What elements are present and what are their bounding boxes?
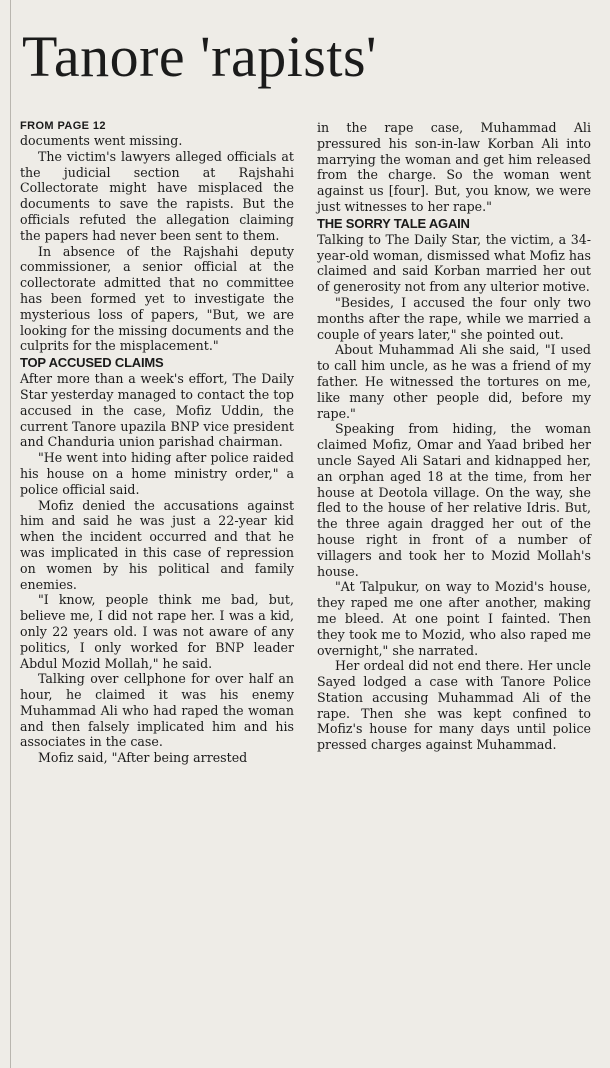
- paragraph: "He went into hiding after police raided his house on a home ministry order," a police official said.: [20, 450, 294, 497]
- paragraph: About Muhammad Ali she said, "I used to call him uncle, as he was a friend of my father. He witnessed the tortures on me, like many other people did, before my rape.": [317, 342, 591, 421]
- paragraph: documents went missing.: [20, 133, 183, 148]
- paragraph: "Besides, I accused the four only two months after the rape, while we married a couple of years later," she pointed out.: [317, 294, 591, 342]
- article-column-left: [20, 120, 294, 766]
- paragraph: Speaking from hiding, the woman claimed Mofiz, Omar and Yaad bribed her uncle Sayed Ali Satari and kidnapped her, an orphan aged 18 at the time, from her house at Deotola village. On the way, she fled to the house of her relative Idris. But, the three again dragged her out of the house right in front of a number of villagers and took her to Mozid Mollah's house.: [317, 421, 591, 579]
- paragraph: Talking to The Daily Star, the victim, a 34-year-old woman, dismissed what Mofiz has claimed and said Korban married her out of generosity not from any ulterior motive.: [317, 231, 591, 295]
- paragraph: In absence of the Rajshahi deputy commissioner, a senior official at the collectorate admitted that no committee has been formed yet to investigate the mysterious loss of papers, "But, we are looking for the missing documents and the culprits for the misplacement.": [20, 243, 294, 354]
- headline: Tanore 'rapists': [22, 24, 378, 89]
- paragraph: "I know, people think me bad, but, believe me, I did not rape her. I was a kid, only 22 years old. I was not aware of any politics, I only worked for BNP leader Abdul Mozid Mollah," he said.: [20, 592, 294, 671]
- paragraph: in the rape case, Muhammad Ali pressured his son-in-law Korban Ali into marrying the woman and get him released from the charge. So the woman went against us [four]. But, you know, we were just witnesses to her rape.": [317, 120, 591, 214]
- paragraph: "At Talpukur, on way to Mozid's house, they raped me one after another, making me bleed. At one point I fainted. Then they took me to Mozid, who also raped me overnight," she narrated.: [317, 579, 591, 658]
- paragraph: Talking over cellphone for over half an hour, he claimed it was his enemy Muhammad Ali who had raped the woman and then falsely implicated him and his associates in the case.: [20, 671, 294, 750]
- subhead: THE SORRY TALE AGAIN: [317, 215, 470, 231]
- paragraph: The victim's lawyers alleged officials at the judicial section at Rajshahi Collectorate might have misplaced the documents to save the rapists. But the officials refuted the allegation claiming the papers had never been sent to them.: [20, 148, 294, 243]
- article-column-right: [317, 120, 591, 753]
- jump-label: FROM PAGE 12: [20, 120, 106, 132]
- paragraph: Mofiz said, "After being arrested: [38, 750, 248, 766]
- paragraph: After more than a week's effort, The Daily Star yesterday managed to contact the top accused in the case, Mofiz Uddin, the current Tanore upazila BNP vice president and Chanduria union parishad chairman.: [20, 371, 294, 450]
- paragraph: Mofiz denied the accusations against him and said he was just a 22-year kid when the incident occurred and that he was implicated in this case of repression on women by his political and family enemies.: [20, 497, 294, 592]
- subhead: TOP ACCUSED CLAIMS: [20, 355, 164, 371]
- paragraph: Her ordeal did not end there. Her uncle Sayed lodged a case with Tanore Police Station accusing Muhammad Ali of the rape. Then she was kept confined to Mofiz's house for many days until police pressed charges against Muhammad.: [317, 658, 591, 753]
- page-edge-rule: [10, 0, 11, 1068]
